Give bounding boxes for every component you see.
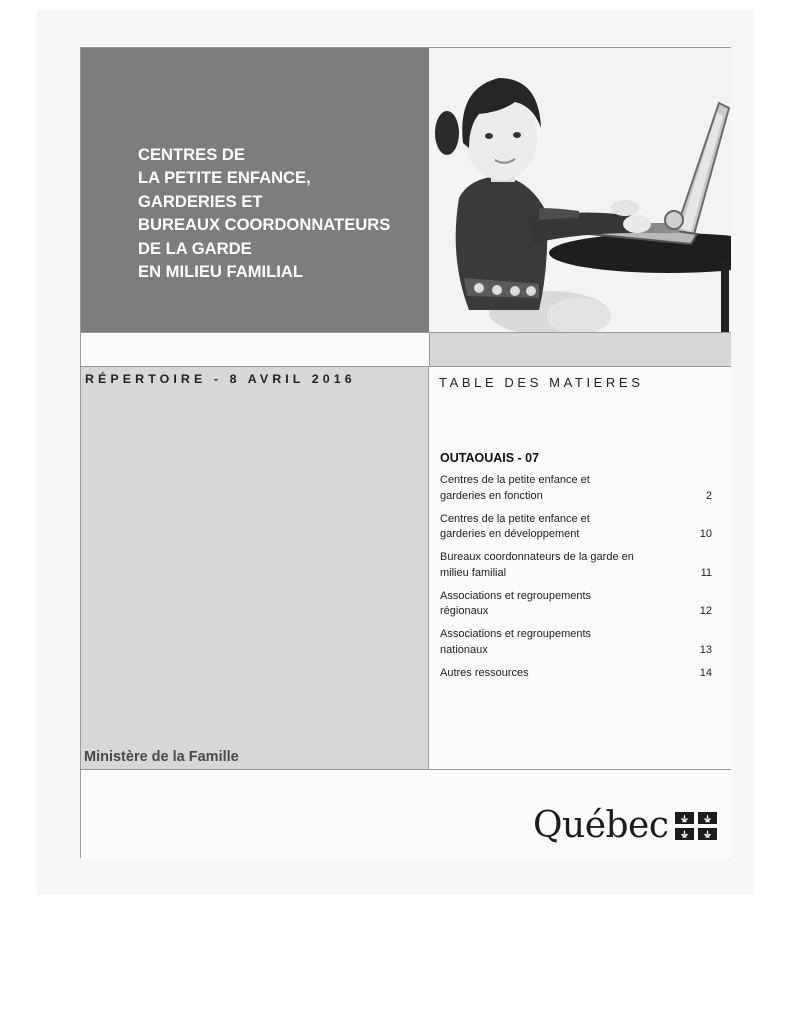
title-line: LA PETITE ENFANCE,	[138, 168, 311, 188]
toc-entry-title-cont: garderies en développement	[440, 528, 580, 540]
toc-entry-page: 14	[699, 666, 712, 679]
title-line: CENTRES DE	[138, 145, 245, 164]
toc-entry-title: Centres de la petite enfance et	[440, 512, 590, 525]
spacer-right	[429, 332, 731, 366]
toc-entry-page: 13	[699, 643, 712, 656]
toc-entry[interactable]	[440, 627, 712, 658]
toc-entry-title: Centres de la petite enfance et	[440, 474, 590, 486]
toc-entry-title-cont: milieu familial	[440, 566, 507, 579]
toc-entry[interactable]	[440, 550, 712, 581]
title-line: EN MILIEU FAMILIAL	[138, 262, 304, 282]
publisher-name: Ministère de la Famille	[84, 749, 239, 765]
spacer-left	[81, 332, 429, 366]
toc-entry-title-cont: régionaux	[440, 605, 489, 617]
toc-entry[interactable]	[440, 666, 712, 682]
title-panel	[81, 48, 429, 332]
quebec-wordmark: Québec	[533, 805, 669, 846]
toc-entry-title-cont: nationaux	[440, 643, 488, 656]
toc-entry-title-cont: garderies en fonction	[440, 489, 543, 502]
toc-entry-page: 12	[699, 605, 712, 617]
title-line: BUREAUX COORDONNATEURS	[138, 215, 391, 235]
toc-entry-page: 2	[705, 489, 712, 502]
fleurdelise-flag-icon	[675, 812, 717, 840]
repertoire-date: RÉPERTOIRE - 8 AVRIL 2016	[85, 372, 356, 386]
toc-entry[interactable]	[440, 589, 712, 620]
title-line: GARDERIES ET	[138, 191, 263, 211]
toc-entry-page: 10	[699, 528, 712, 540]
cover-frame	[80, 47, 731, 858]
quebec-logo	[533, 805, 717, 846]
toc-entry-title: Associations et regroupements	[440, 628, 592, 640]
toc-entry-title: Associations et regroupements	[440, 589, 592, 602]
region-heading: OUTAOUAIS - 07	[440, 451, 540, 465]
toc-entry-page: 11	[700, 566, 712, 579]
toc-entry[interactable]	[440, 512, 712, 543]
table-of-contents-panel	[429, 366, 731, 769]
child-with-laptop-photo	[429, 48, 731, 332]
toc-list	[440, 473, 712, 689]
toc-entry-title: Bureaux coordonnateurs de la garde en	[440, 551, 634, 563]
toc-entry[interactable]	[440, 473, 712, 504]
cover-title	[138, 143, 390, 283]
toc-heading: TABLE DES MATIERES	[439, 375, 644, 390]
left-info-panel	[81, 366, 429, 769]
title-line: DE LA GARDE	[138, 238, 252, 258]
toc-entry-title: Autres ressources	[440, 666, 529, 679]
footer-band	[81, 769, 731, 858]
